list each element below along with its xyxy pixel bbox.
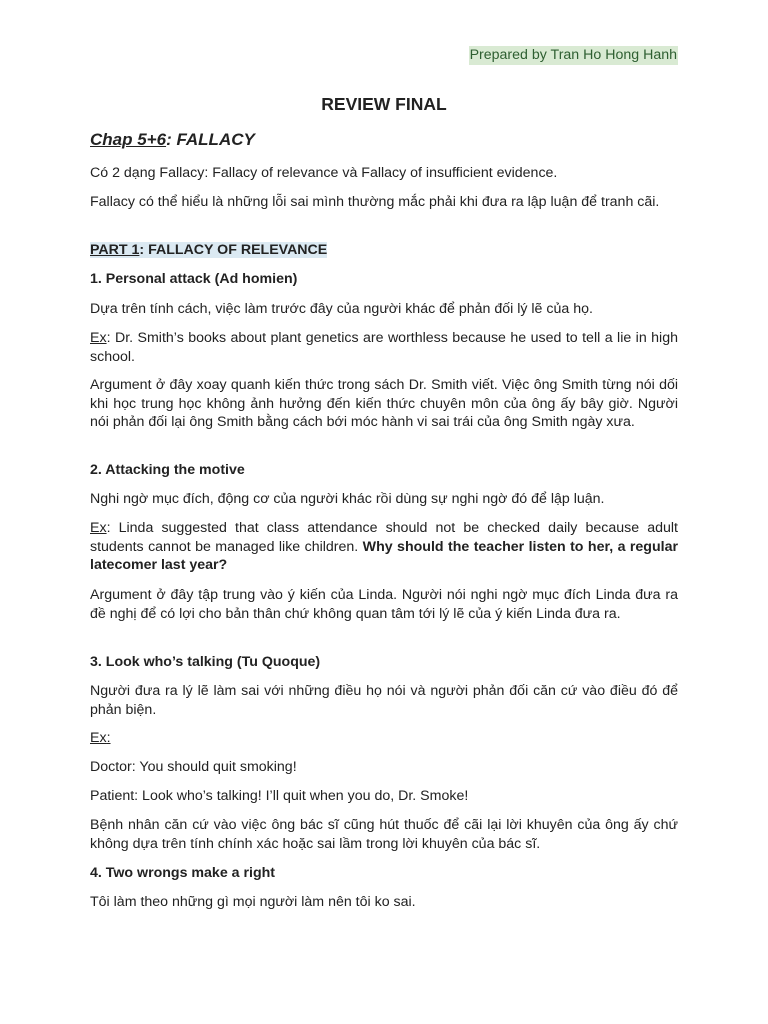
page-title: REVIEW FINAL bbox=[321, 94, 447, 114]
section-3-heading: 3. Look who’s talking (Tu Quoque) bbox=[90, 654, 321, 670]
section-3-description: Người đưa ra lý lẽ làm sai với những điều họ nói và người phản đối căn cứ vào điều đó để phản biện. bbox=[90, 683, 678, 718]
prepared-by-note: Prepared by Tran Ho Hong Hanh bbox=[469, 47, 677, 63]
section-4-description: Tôi làm theo những gì mọi người làm nên tôi ko sai. bbox=[90, 894, 416, 910]
section-2-example bbox=[90, 519, 678, 575]
section-1-explanation: Argument ở đây xoay quanh kiến thức trong sách Dr. Smith viết. Việc ông Smith từng nói dối khi học trung học không ảnh hưởng đến kiến thức chuyên môn của ông ấy bây giờ. Người nói phản đối lại ông Smith bằng cách bới móc hành vi sai trái của ông Smith ngày xưa. bbox=[90, 377, 678, 430]
example-label: Ex bbox=[90, 330, 107, 346]
dialogue-doctor: Doctor: You should quit smoking! bbox=[90, 759, 297, 775]
example-text: : Dr. Smith’s books about plant genetics are worthless because he used to tell a lie in high school. bbox=[90, 330, 678, 365]
section-1-example bbox=[90, 329, 678, 366]
section-2-description: Nghi ngờ mục đích, động cơ của người khác rồi dùng sự nghi ngờ đó để lập luận. bbox=[90, 491, 605, 507]
part-heading bbox=[90, 241, 678, 260]
section-3-explanation: Bệnh nhân căn cứ vào việc ông bác sĩ cũng hút thuốc để cãi lại lời khuyên của ông ấy chứ không dựa trên tính chính xác hoặc sai lầm trong lời khuyên của bác sĩ. bbox=[90, 817, 678, 852]
intro-paragraph-2: Fallacy có thể hiểu là những lỗi sai mình thường mắc phải khi đưa ra lập luận để tranh cãi. bbox=[90, 194, 660, 210]
part-label: PART 1 bbox=[90, 242, 140, 258]
section-1-heading: 1. Personal attack (Ad homien) bbox=[90, 271, 298, 287]
example-label: Ex bbox=[90, 520, 107, 536]
section-1-description: Dựa trên tính cách, việc làm trước đây của người khác để phản đối lý lẽ của họ. bbox=[90, 301, 593, 317]
section-2-heading: 2. Attacking the motive bbox=[90, 462, 245, 478]
section-2-explanation: Argument ở đây tập trung vào ý kiến của Linda. Người nói nghi ngờ mục đích Linda đưa ra đề nghị để có lợi cho bản thân chứ không quan tâm tới lý lẽ của ý kiến Linda đưa ra. bbox=[90, 587, 678, 622]
part-title: : FALLACY OF RELEVANCE bbox=[139, 242, 328, 258]
chapter-heading bbox=[90, 131, 255, 150]
section-4-heading: 4. Two wrongs make a right bbox=[90, 865, 275, 881]
section-3-example bbox=[90, 729, 678, 748]
example-emphasis: Why should the teacher listen to her, a regular latecomer last year? bbox=[90, 538, 678, 573]
chapter-topic: : FALLACY bbox=[166, 130, 255, 149]
chapter-label: Chap 5+6 bbox=[90, 130, 167, 149]
dialogue-patient: Patient: Look who’s talking! I’ll quit when you do, Dr. Smoke! bbox=[90, 788, 469, 804]
intro-paragraph-1: Có 2 dạng Fallacy: Fallacy of relevance và Fallacy of insufficient evidence. bbox=[90, 165, 558, 181]
example-text: : Linda suggested that class attendance should not be checked daily because adult students cannot be managed like children. bbox=[90, 520, 678, 555]
example-label: Ex bbox=[90, 730, 107, 746]
example-colon: : bbox=[106, 730, 111, 746]
